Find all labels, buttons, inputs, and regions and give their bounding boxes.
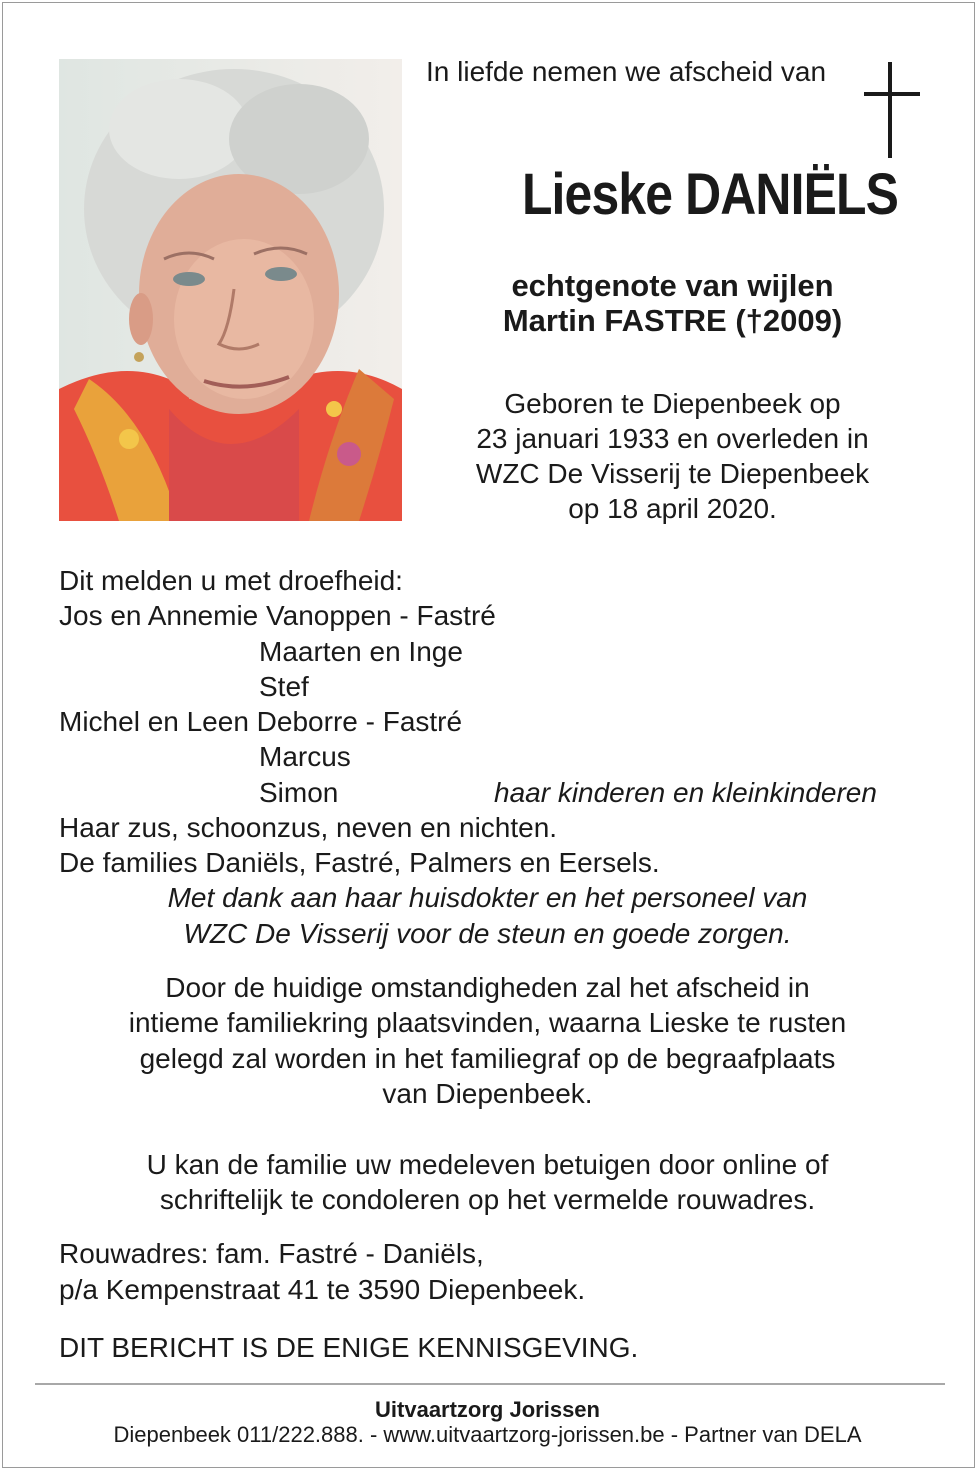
spouse-line-2: Martin FASTRE (†2009)	[502, 303, 843, 338]
family-row-with-relation	[59, 775, 939, 810]
family-heading: Dit melden u met droefheid:	[59, 565, 403, 596]
address-line-1: Rouwadres: fam. Fastré - Daniëls,	[59, 1238, 484, 1269]
condolence-line-1: U kan de familie uw medeleven betuigen door online of	[146, 1149, 829, 1180]
relation-label: haar kinderen en kleinkinderen	[494, 776, 877, 808]
birth-line-1: Geboren te Diepenbeek op	[504, 388, 841, 419]
ceremony-line-2: intieme familiekring plaatsvinden, waarna Lieske te rusten	[128, 1007, 847, 1039]
portrait-photo	[59, 59, 402, 521]
spouse-line-1: echtgenote van wijlen	[511, 268, 834, 303]
ceremony-line-1: Door de huidige omstandigheden zal het afscheid in	[165, 972, 810, 1003]
condolence-paragraph	[0, 1147, 975, 1218]
thanks-line-2: WZC De Visserij voor de steun en goede zorgen.	[183, 917, 792, 949]
birth-line-4: op 18 april 2020.	[568, 493, 777, 524]
family-row: Michel en Leen Deborre - Fastré	[59, 706, 463, 738]
condolence-line-2: schriftelijk te condoleren op het vermelde rouwadres.	[159, 1184, 816, 1216]
thanks-line-1: Met dank aan haar huisdokter en het personeel van	[167, 882, 808, 913]
family-row: Stef	[259, 670, 309, 702]
intro-text: In liefde nemen we afscheid van	[426, 56, 827, 87]
funeral-home-info: Diepenbeek 011/222.888. - www.uitvaartzorg-jorissen.be - Partner van DELA	[113, 1422, 862, 1447]
family-row: Marcus	[259, 741, 351, 773]
family-row: Haar zus, schoonzus, neven en nichten.	[59, 812, 558, 844]
thanks-text	[0, 880, 975, 951]
family-row: Jos en Annemie Vanoppen - Fastré	[59, 600, 496, 632]
cross-icon	[864, 62, 920, 158]
notice-text: DIT BERICHT IS DE ENIGE KENNISGEVING.	[59, 1332, 639, 1363]
address-line-2: p/a Kempenstraat 41 te 3590 Diepenbeek.	[59, 1273, 586, 1305]
footer-divider	[35, 1383, 945, 1385]
ceremony-line-3: gelegd zal worden in het familiegraf op de begraafplaats	[139, 1042, 836, 1074]
mourning-address	[59, 1236, 939, 1307]
ceremony-line-4: van Diepenbeek.	[382, 1077, 593, 1109]
funeral-home-name: Uitvaartzorg Jorissen	[375, 1397, 600, 1422]
family-row: De families Daniëls, Fastré, Palmers en Eersels.	[59, 847, 660, 879]
ceremony-paragraph	[0, 970, 975, 1111]
spouse-info	[440, 268, 905, 338]
family-row: Simon	[259, 776, 339, 808]
birth-death-info	[440, 386, 905, 526]
birth-line-2: 23 januari 1933 en overleden in	[476, 423, 869, 454]
birth-line-3: WZC De Visserij te Diepenbeek	[475, 458, 870, 489]
deceased-name: Lieske DANIËLS	[521, 162, 898, 227]
family-list	[59, 563, 939, 881]
family-row: Maarten en Inge	[259, 635, 463, 667]
